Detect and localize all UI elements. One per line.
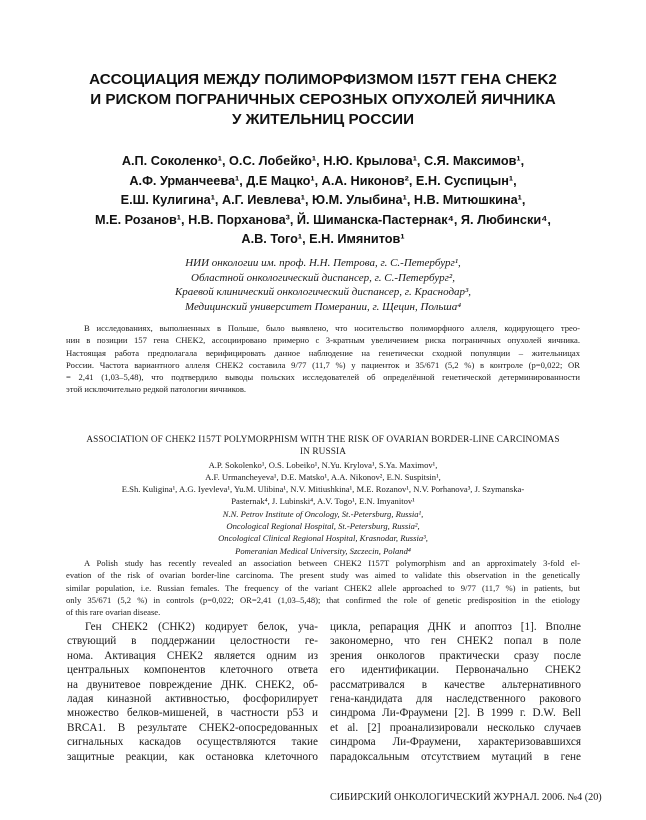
journal-footer: СИБИРСКИЙ ОНКОЛОГИЧЕСКИЙ ЖУРНАЛ. 2006. №4 (20): [330, 792, 602, 803]
abstract-ru-line: Настоящая работа предполагала верифицировать данное наблюдение на генетически сходной популяции – жительницах: [66, 347, 580, 358]
en-authors-line: A.F. Urmancheyeva¹, D.E. Matsko¹, A.A. Nikonov², E.N. Suspitsin¹,: [205, 471, 441, 482]
body-line: ствующий в поддержании целостности ге-: [67, 635, 318, 648]
authors-ru: [40, 152, 606, 250]
en-affiliation-line: N.N. Petrov Institute of Oncology, St.-Petersburg, Russia¹,: [222, 508, 424, 519]
body-line: защитные реакции, как остановка клеточного: [67, 750, 318, 763]
body-line: синдрома Ли-Фраумени, характеризовавшихся: [330, 736, 581, 749]
body-line: нома. Активация CHEK2 является одним из: [67, 649, 318, 662]
en-authors-line: Pasternak⁴, J. Lubinski⁴, A.V. Togo¹, E.N. Imyanitov¹: [231, 496, 415, 507]
article-title: [60, 70, 586, 130]
body-line: Ген CHEK2 (CHK2) кодирует белок, уча-: [85, 621, 318, 633]
body-line: ладая киназной активностью, фосфорилирует: [67, 693, 318, 706]
en-affiliation-line: Oncological Regional Hospital, St.-Petersburg, Russia²,: [226, 521, 420, 532]
body-column-right: [330, 620, 581, 764]
body-line: его идентификации. Первоначально CHEK2: [330, 664, 581, 677]
title-line: У ЖИТЕЛЬНИЦ РОССИИ: [232, 111, 414, 128]
body-line: закономерно, что ген CHEK2 попал в поле: [330, 635, 581, 648]
abstract-ru-line: этой исключительно редкой патологии яичников.: [66, 384, 247, 395]
authors-line: А.В. Того¹, Е.Н. Имянитов¹: [241, 232, 405, 246]
body-line: цикла, репарация ДНК и апоптоз [1]. Вполне: [330, 621, 581, 633]
body-line: синдрома Ли-Фраумени [2]. В 1999 г. D.W. Bell: [330, 707, 581, 720]
abstract-ru-line: нин в позиции 157 гена CHEK2, ассоциировано примерно с 3-кратным увеличением риска пограничных опухолей яичника.: [66, 335, 580, 346]
abstract-en-line: similar population, i.e. Russian females. The frequency of the variant CHEK2 allele approached to 9/77 (11,7 %) in patients, but: [66, 582, 580, 593]
abstract-ru: [66, 322, 580, 396]
body-line: на двунитевое повреждение ДНК. CHEK2, об-: [67, 678, 318, 691]
affiliations-ru: [60, 256, 586, 314]
abstract-en-line: of this rare ovarian disease.: [66, 607, 161, 618]
body-line: парадоксальным отсутствием мутаций в гене: [330, 750, 581, 763]
en-authors-line: A.P. Sokolenko¹, O.S. Lobeiko¹, N.Yu. Krylova¹, S.Ya. Maximov¹,: [208, 459, 438, 470]
en-affiliation-line: Oncological Clinical Regional Hospital, Krasnodar, Russia³,: [218, 533, 428, 544]
en-authors-line: E.Sh. Kuligina¹, A.G. Iyevleva¹, Yu.M. Ulibina¹, N.V. Mitiushkina¹, M.E. Rozanov¹, N.V. Porhanova³, J. Szymanska-: [121, 484, 525, 495]
authors-line: Е.Ш. Кулигина¹, А.Г. Иевлева¹, Ю.М. Улыбина¹, Н.В. Митюшкина¹,: [120, 193, 526, 207]
body-line: множество белков-мишеней, в частности p53 и: [67, 707, 318, 720]
body-line: зрения онкологов практически сразу после: [330, 649, 581, 662]
abstract-en-line: A Polish study has recently revealed an association between CHEK2 I157T polymorphism and an approximately 3-fold el-: [84, 557, 580, 568]
abstract-ru-line: России. Частота вариантного аллеля CHEK2 составила 9/77 (11,7 %) у пациенток и 35/671 (5,2 %) в контроле (p=0,022; OR: [66, 359, 580, 370]
affiliation-line: Медицинский университет Померании, г. Щецин, Польша⁴: [184, 300, 462, 313]
body-column-left: [67, 620, 318, 764]
abstract-ru-line: В исследованиях, выполненных в Польше, было выявлено, что носительство полиморфного аллеля, кодирующего трео-: [84, 323, 580, 333]
abstract-ru-line: = 2,41 (1,03–5,48), что подтвердило выводы польских исследователей об определённой генетической детерминированности: [66, 372, 580, 383]
english-abstract-block: [66, 434, 580, 618]
body-line: et al. [2] проанализировали несколько случаев: [330, 721, 581, 734]
body-line: рассматривался в качестве альтернативного: [330, 678, 581, 691]
en-title-line: IN RUSSIA: [299, 447, 347, 458]
abstract-en-line: evation of the risk of ovarian border-line carcinoma. The present study was aimed to validate this observation in the genetically: [66, 570, 580, 581]
title-line: И РИСКОМ ПОГРАНИЧНЫХ СЕРОЗНЫХ ОПУХОЛЕЙ ЯИЧНИКА: [90, 91, 556, 108]
body-line: BRCA1. В результате CHEK2-опосредованных: [67, 721, 318, 734]
affiliation-line: Областной онкологический диспансер, г. С.-Петербург²,: [191, 271, 455, 284]
en-affiliation-line: Pomeranian Medical University, Szczecin, Poland⁴: [235, 545, 411, 556]
affiliation-line: Краевой клинический онкологический диспансер, г. Краснодар³,: [174, 286, 472, 298]
body-line: сигнальных каскадов осуществляются такие: [67, 736, 318, 749]
title-line: АССОЦИАЦИЯ МЕЖДУ ПОЛИМОРФИЗМОМ I157T ГЕНА CHEK2: [89, 71, 557, 88]
abstract-en-line: only 35/671 (5,2 %) in controls (p=0,022; OR=2,41 (1,03–5,48); that confirmed the role of genetic predisposition in the etiology: [66, 594, 580, 605]
body-line: гена-кандидата для наследственного ракового: [330, 693, 581, 706]
authors-line: А.П. Соколенко¹, О.С. Лобейко¹, Н.Ю. Крылова¹, С.Я. Максимов¹,: [121, 154, 525, 168]
authors-line: А.Ф. Урманчеева¹, Д.Е Мацко¹, А.А. Никонов², Е.Н. Суспицын¹,: [129, 173, 517, 188]
authors-line: М.Е. Розанов¹, Н.В. Порханова³, Й. Шиманска-Пастернак⁴, Я. Любински⁴,: [95, 212, 551, 227]
en-title-line: ASSOCIATION OF CHEK2 I157T POLYMORPHISM WITH THE RISK OF OVARIAN BORDER-LINE CARCINOMAS: [86, 435, 560, 445]
body-line: центральных компонентов клеточного ответа: [67, 664, 318, 677]
affiliation-line: НИИ онкологии им. проф. Н.Н. Петрова, г. С.-Петербург¹,: [185, 257, 461, 269]
